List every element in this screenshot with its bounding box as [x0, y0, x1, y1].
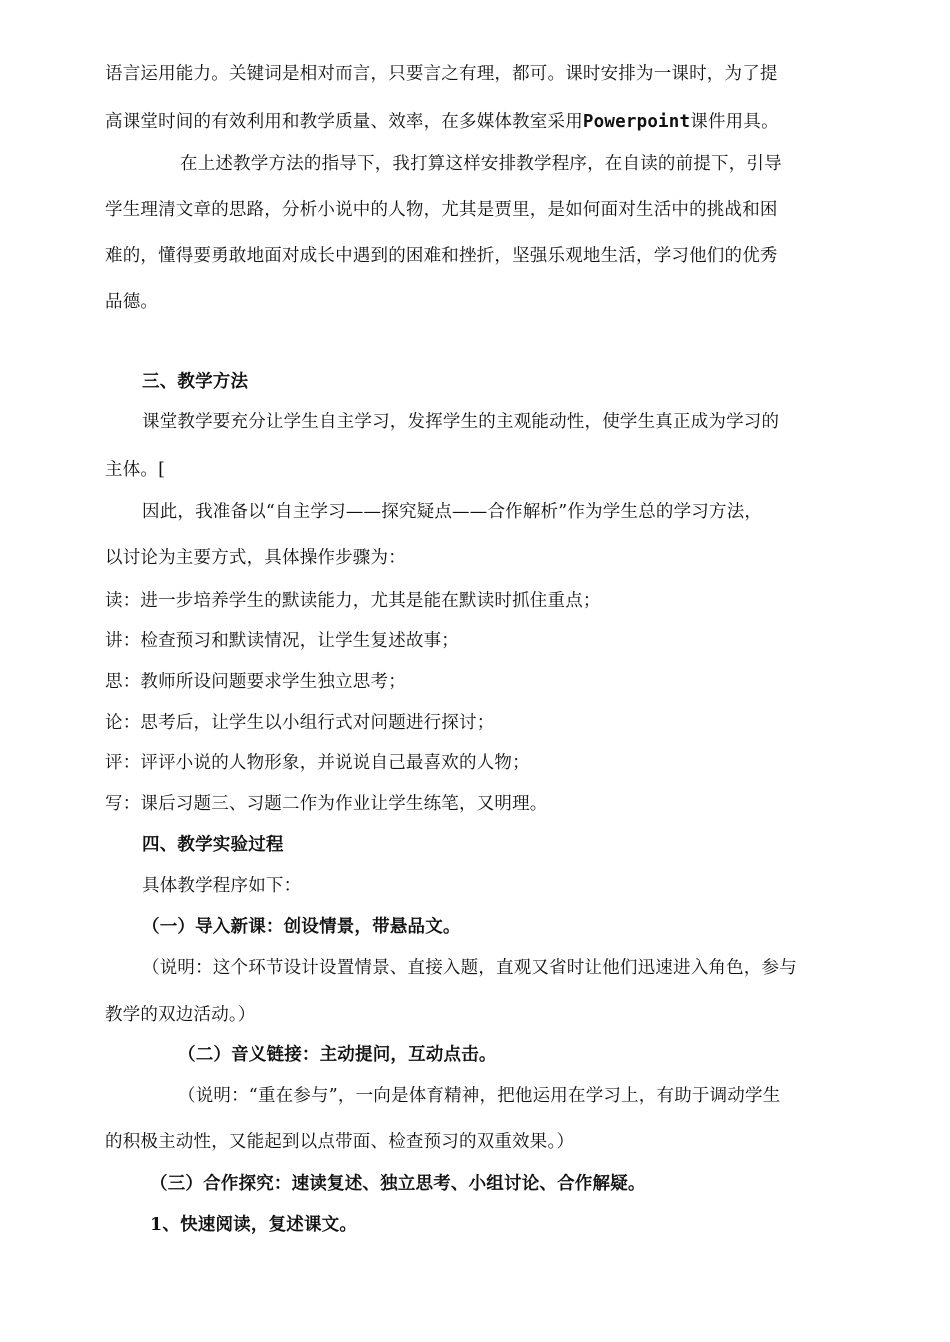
paragraph-text: 高课堂时间的有效利用和教学质量、效率，在多媒体教室采用	[105, 112, 583, 132]
list-item: 思：教师所设问题要求学生独立思考；	[105, 672, 406, 692]
paragraph-line: 主体。[	[105, 460, 166, 480]
software-name: Powerpoint	[582, 112, 691, 132]
list-item: 讲：检查预习和默读情况，让学生复述故事；	[105, 631, 459, 651]
paragraph-line: 因此，我准备以“自主学习——探究疑点——合作解析”作为学生总的学习方法，	[142, 502, 763, 522]
subsection-heading: （三）合作探究：速读复述、独立思考、小组讨论、合作解疑。	[150, 1174, 646, 1194]
list-item: 论：思考后，让学生以小组行式对问题进行探讨；	[105, 713, 495, 733]
note-line: （说明：“重在参与”，一向是体育精神，把他运用在学习上，有助于调动学生	[178, 1086, 781, 1106]
paragraph-line: 品德。	[105, 292, 159, 312]
paragraph-line: 课堂教学要充分让学生自主学习，发挥学生的主观能动性，使学生真正成为学习的	[142, 412, 780, 432]
list-item: 写：课后习题三、习题二作为作业让学生练笔，又明理。	[105, 794, 548, 814]
section-heading: 四、教学实验过程	[142, 835, 284, 855]
list-item: 1、快速阅读，复述课文。	[150, 1215, 358, 1235]
paragraph-line	[105, 110, 779, 134]
paragraph-line: 以讨论为主要方式，具体操作步骤为：	[105, 548, 406, 568]
paragraph-line: 语言运用能力。关键词是相对而言，只要言之有理，都可。课时安排为一课时，为了提	[105, 64, 778, 84]
list-item: 读：进一步培养学生的默读能力，尤其是能在默读时抓住重点；	[105, 591, 601, 611]
subsection-heading: （一）导入新课：创设情景，带悬品文。	[142, 917, 461, 937]
list-item: 评：评评小说的人物形象，并说说自己最喜欢的人物；	[105, 753, 530, 773]
paragraph-line: 难的，懂得要勇敢地面对成长中遇到的困难和挫折，坚强乐观地生活，学习他们的优秀	[105, 246, 778, 266]
note-line: 的积极主动性，又能起到以点带面、检查预习的双重效果。）	[105, 1132, 575, 1152]
paragraph-line: 在上述教学方法的指导下，我打算这样安排教学程序，在自读的前提下，引导	[180, 154, 782, 174]
note-line: （说明：这个环节设计设置情景、直接入题，直观又省时让他们迅速进入角色，参与	[142, 958, 797, 978]
subsection-heading: （二）音义链接：主动提问，互动点击。	[178, 1045, 497, 1065]
paragraph-line: 具体教学程序如下：	[142, 876, 302, 896]
note-line: 教学的双边活动。）	[105, 1005, 256, 1025]
paragraph-text: 课件用具。	[690, 112, 779, 132]
paragraph-line: 学生理清文章的思路，分析小说中的人物，尤其是贾里，是如何面对生活中的挑战和困	[105, 200, 778, 220]
section-heading: 三、教学方法	[142, 372, 249, 392]
